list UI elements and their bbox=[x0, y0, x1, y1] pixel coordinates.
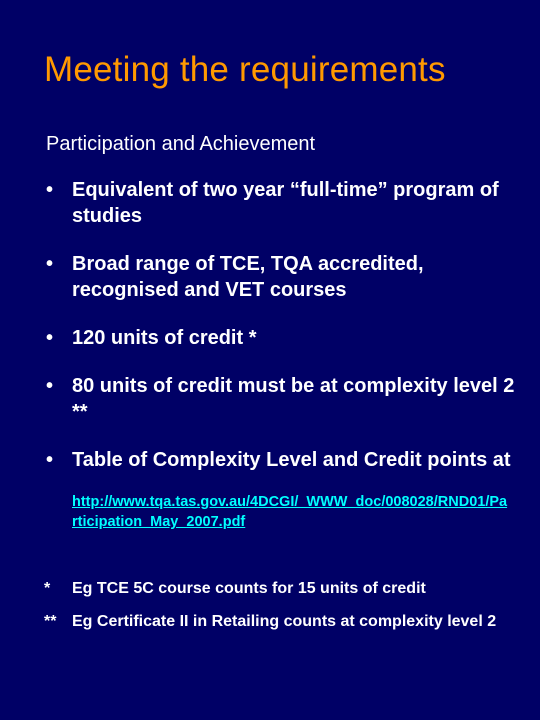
bullet-item bbox=[46, 177, 516, 229]
footnote bbox=[44, 578, 514, 599]
bullet-marker: • bbox=[46, 327, 54, 349]
bullet-text: Equivalent of two year “full-time” program of studies bbox=[72, 179, 499, 227]
footnote bbox=[44, 611, 514, 632]
footnote-text: Eg Certificate II in Retailing counts at complexity level 2 bbox=[72, 613, 497, 630]
footnote-text: Eg TCE 5C course counts for 15 units of credit bbox=[72, 580, 426, 597]
bullet-item bbox=[46, 373, 516, 425]
bullet-marker: • bbox=[46, 449, 54, 471]
bullet-text: Table of Complexity Level and Credit points at bbox=[72, 449, 511, 471]
bullet-marker: • bbox=[46, 179, 54, 201]
participation-pdf-link[interactable]: http://www.tqa.tas.gov.au/4DCGI/_WWW_doc/008028/RND01/Participation_May_2007.pdf bbox=[72, 494, 508, 530]
slide-subtitle: Participation and Achievement bbox=[46, 133, 316, 155]
bullet-item bbox=[46, 251, 516, 303]
bullet-item bbox=[46, 447, 516, 473]
bullet-text: Broad range of TCE, TQA accredited, recognised and VET courses bbox=[72, 253, 424, 301]
bullet-item bbox=[46, 325, 516, 351]
bullet-text: 120 units of credit * bbox=[72, 327, 257, 349]
bullet-text: 80 units of credit must be at complexity level 2 ** bbox=[72, 375, 515, 423]
slide-title: Meeting the requirements bbox=[44, 50, 446, 89]
bullet-list bbox=[46, 177, 516, 495]
footnote-marker: ** bbox=[44, 613, 57, 630]
bullet-marker: • bbox=[46, 375, 54, 397]
footnote-marker: * bbox=[44, 580, 51, 597]
bullet-marker: • bbox=[46, 253, 54, 275]
